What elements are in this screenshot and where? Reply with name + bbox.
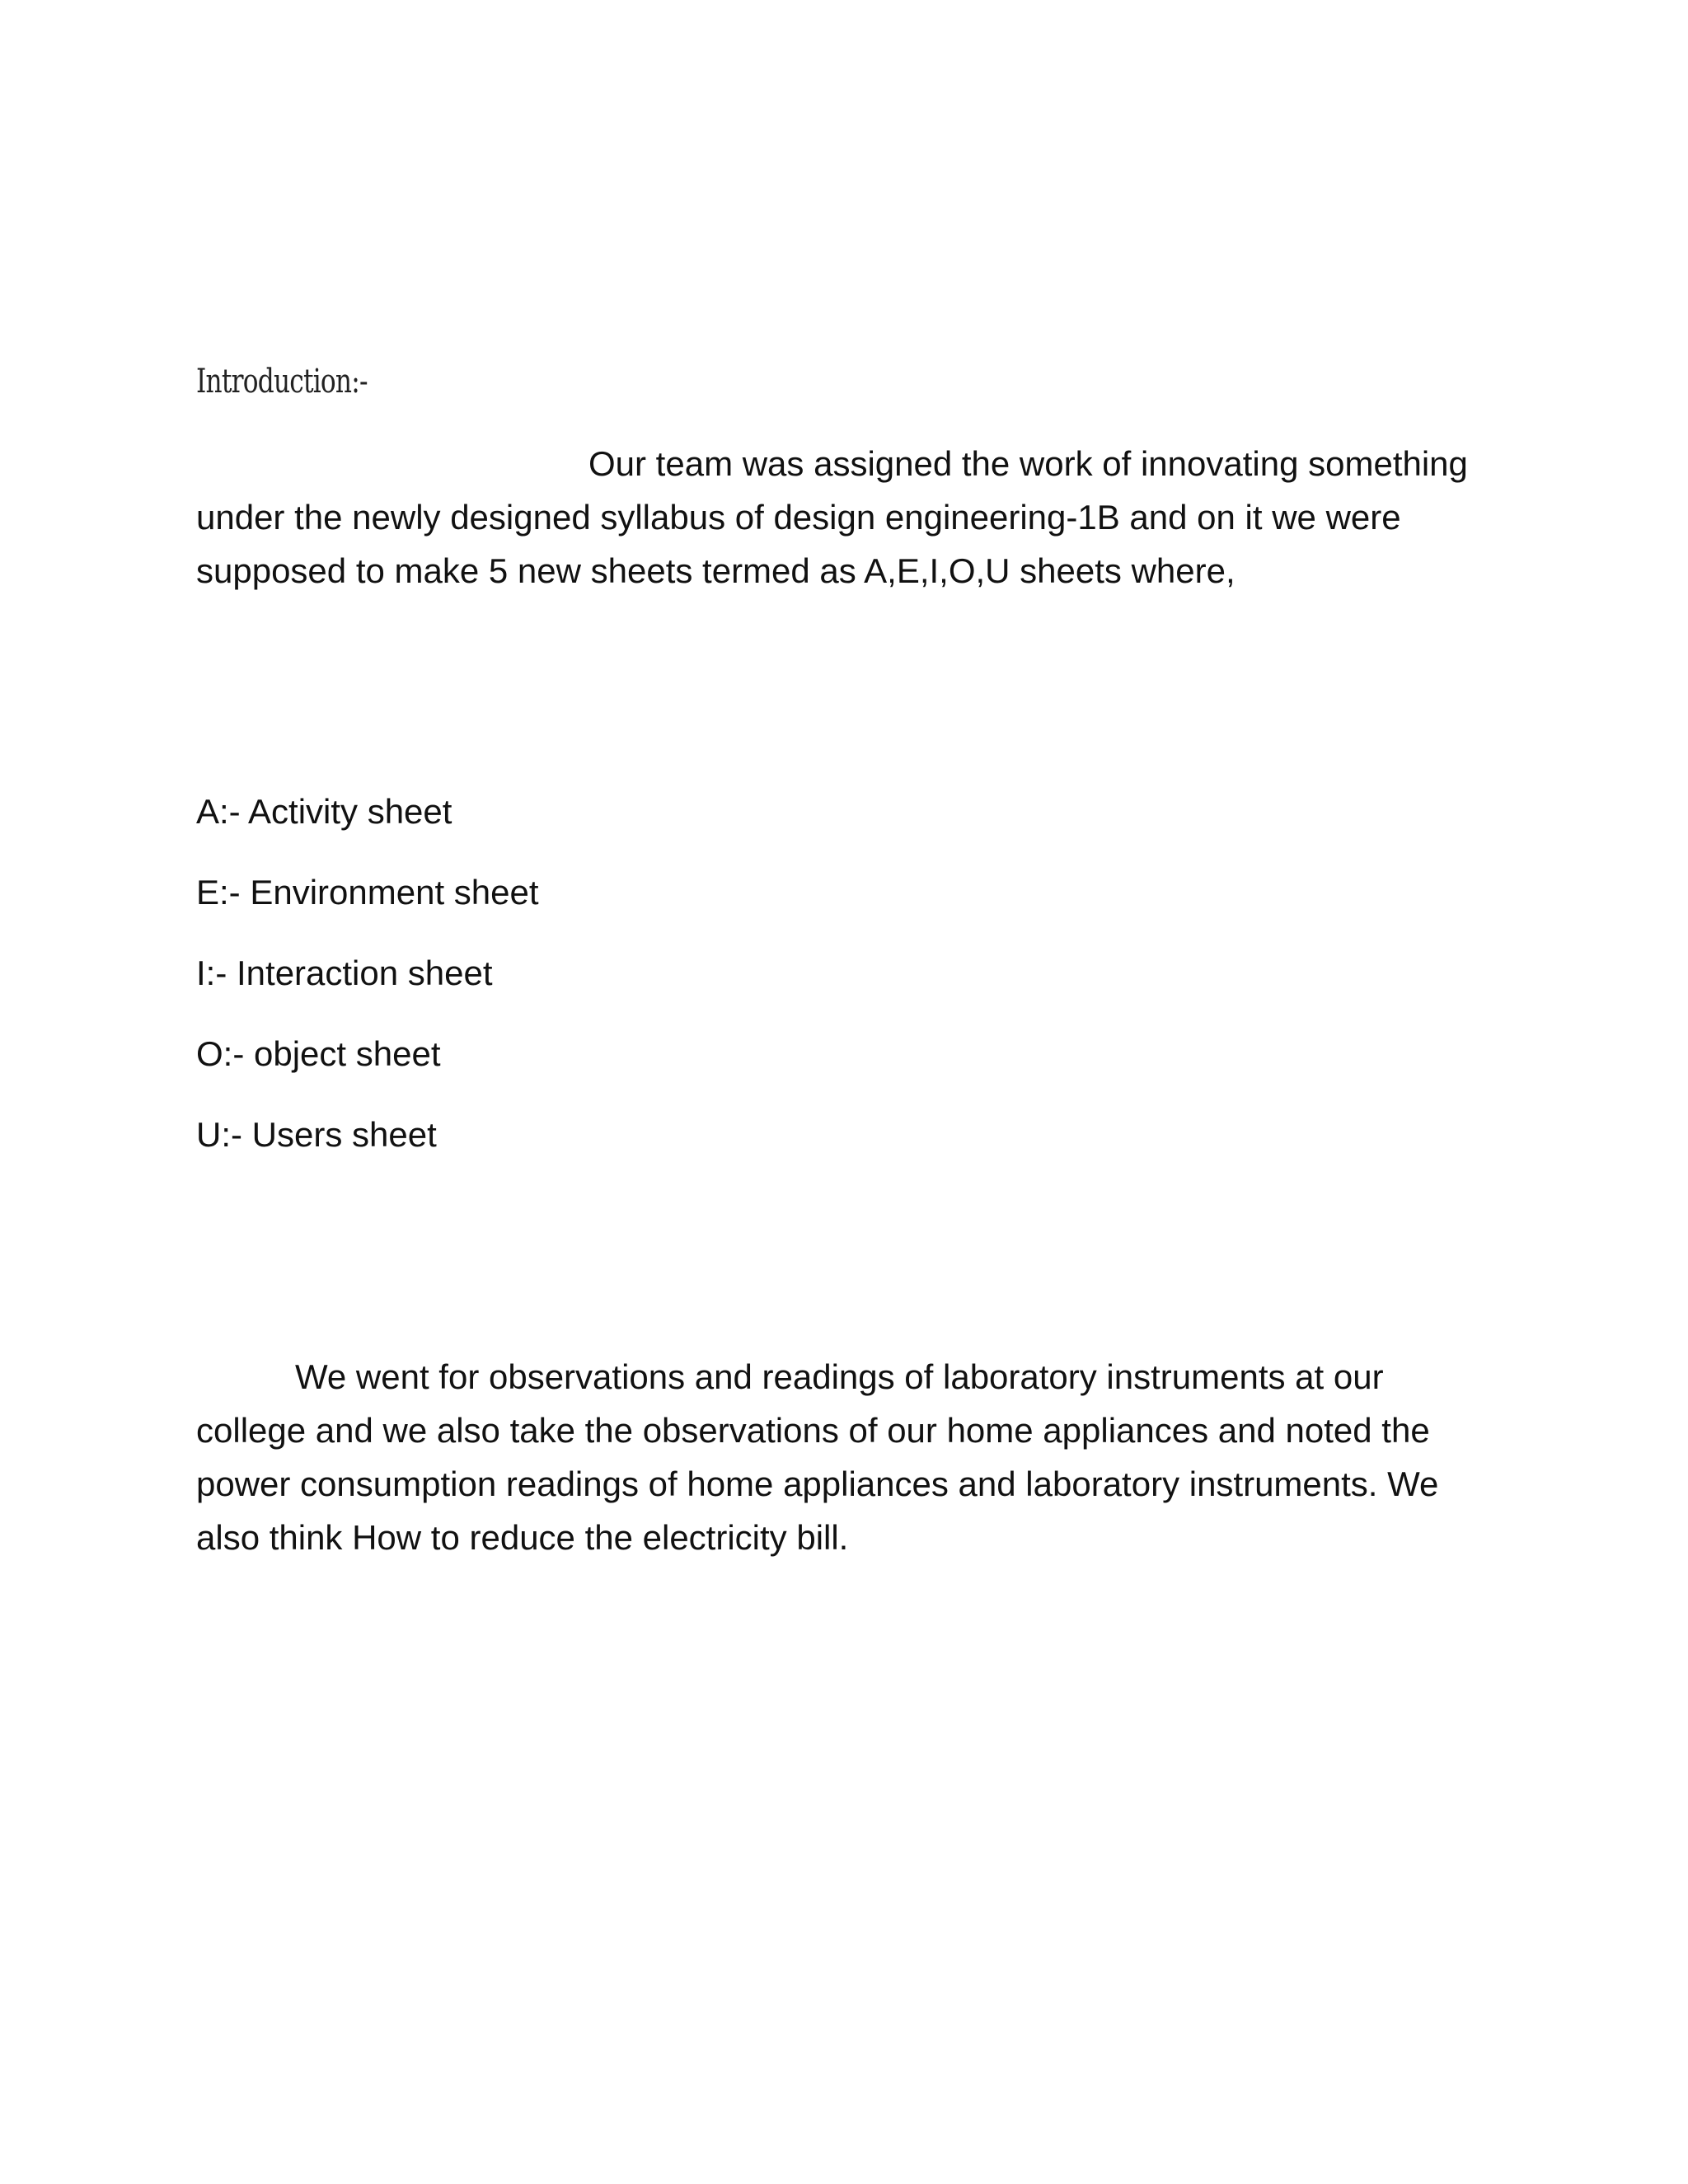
intro-line: under the newly designed syllabus of design engineering-1B and on it we were	[196, 498, 1401, 537]
intro-line: Our team was assigned the work of innovating something	[588, 444, 1468, 483]
sheet-item-interaction: I:- Interaction sheet	[196, 954, 493, 992]
sheet-list	[196, 787, 539, 1191]
observation-line: college and we also take the observations of our home appliances and noted the	[196, 1411, 1430, 1450]
observation-line: power consumption readings of home appliances and laboratory instruments. We	[196, 1465, 1439, 1503]
section-heading: Introduction:-	[196, 363, 368, 401]
sheet-item-object: O:- object sheet	[196, 1034, 441, 1073]
observation-line: We went for observations and readings of laboratory instruments at our	[295, 1357, 1384, 1396]
sheet-item-environment: E:- Environment sheet	[196, 873, 539, 912]
intro-line: supposed to make 5 new sheets termed as A,E,I,O,U sheets where,	[196, 551, 1236, 590]
sheet-item-users: U:- Users sheet	[196, 1115, 437, 1154]
intro-paragraph	[196, 437, 1515, 598]
sheet-item-activity: A:- Activity sheet	[196, 792, 452, 831]
observation-line: also think How to reduce the electricity bill.	[196, 1518, 849, 1557]
observation-paragraph	[196, 1350, 1515, 1564]
